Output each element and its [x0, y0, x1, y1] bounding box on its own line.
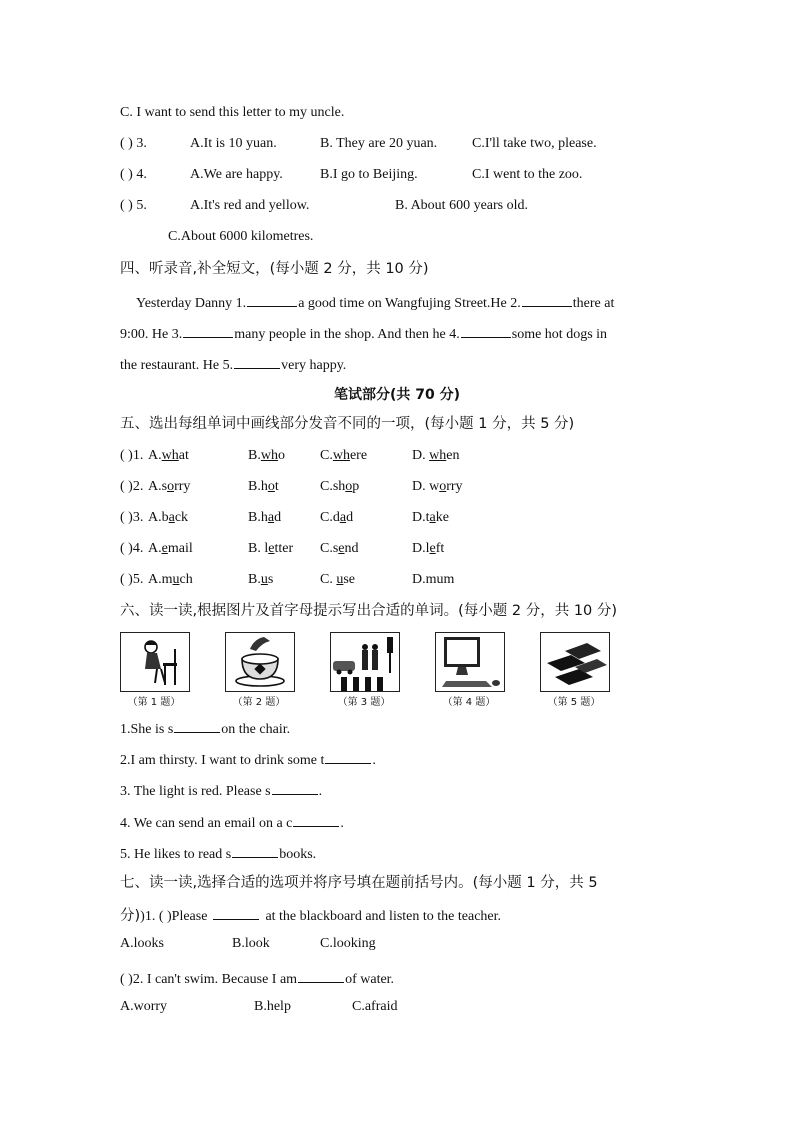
word-part: B. [248, 448, 261, 463]
passage-text: a good time on Wangfujing Street.He 2. [298, 296, 521, 311]
answer-blank[interactable] [298, 968, 344, 983]
option-a [148, 479, 190, 495]
underlined-letters: o [345, 479, 353, 494]
option-b [248, 541, 293, 557]
item-text: books. [279, 847, 317, 862]
s7-q2 [120, 968, 394, 989]
option-a: A.looks [120, 936, 164, 951]
option-a: A.It's red and yellow. [190, 198, 310, 213]
underlined-letters: e [161, 541, 168, 556]
passage-text: there at [572, 296, 615, 311]
question-number: ( )3. [120, 510, 144, 525]
underlined-letters: u [336, 572, 344, 587]
word-part: B. l [248, 541, 269, 556]
option-b [248, 479, 279, 495]
s6-item-1 [120, 718, 290, 739]
caption-2: （第 2 题） [232, 697, 286, 708]
option-b [248, 572, 273, 588]
item-text: 1.She is s [120, 722, 174, 737]
computer-icon [435, 632, 505, 692]
item-text: . [372, 753, 376, 768]
word-part: A.b [148, 510, 169, 525]
word-part: D.t [412, 510, 430, 525]
option-b: B.look [232, 936, 270, 951]
word-part: A. [148, 541, 162, 556]
blank-3[interactable] [183, 323, 233, 338]
underlined-letters: wh [332, 448, 350, 463]
underlined-letters: o [267, 479, 275, 494]
question-number: ( )4. [120, 541, 144, 556]
option-a [148, 541, 193, 557]
option-c: C.afraid [352, 999, 398, 1014]
word-part: o [277, 448, 285, 463]
passage-text: 9:00. He 3. [120, 327, 183, 342]
question-text: )1. ( )Please [140, 909, 208, 924]
passage-text: many people in the shop. And then he 4. [234, 327, 460, 342]
word-part: B.h [248, 510, 268, 525]
question-text: at the blackboard and listen to the teacher. [265, 909, 502, 924]
word-part: nd [344, 541, 359, 556]
blank-5[interactable] [234, 354, 280, 369]
s6-item-2 [120, 749, 376, 770]
section7-title-cont: 分) [120, 908, 141, 924]
passage-line-1 [136, 292, 614, 313]
question-number: ( )5. [120, 572, 144, 587]
item-text: . [340, 816, 344, 831]
caption-3: （第 3 题） [337, 697, 391, 708]
word-part: B.h [248, 479, 268, 494]
option-c: C.I went to the zoo. [472, 167, 583, 182]
option-a: A.worry [120, 999, 168, 1014]
option-d [412, 510, 449, 526]
word-part: mail [167, 541, 193, 556]
option-d [412, 448, 459, 464]
option-d [412, 479, 463, 495]
s6-item-5 [120, 843, 316, 864]
word-part: C.s [320, 541, 339, 556]
word-part: se [343, 572, 356, 587]
blank-2[interactable] [522, 292, 572, 307]
word-part: ere [349, 448, 368, 463]
question-text: of water. [345, 972, 395, 987]
tea-cup-icon [225, 632, 295, 692]
blank-1[interactable] [247, 292, 297, 307]
answer-blank[interactable] [325, 749, 371, 764]
underlined-letters: e [268, 541, 275, 556]
option-a: A.We are happy. [190, 167, 283, 182]
q4-number: ( ) 4. [120, 167, 147, 182]
caption-4: （第 4 题） [442, 697, 496, 708]
item-text: . [318, 784, 323, 799]
word-part: ch [179, 572, 193, 587]
underlined-letters: a [339, 510, 347, 525]
answer-blank[interactable] [213, 905, 259, 920]
word-part: ke [435, 510, 449, 525]
option-a [148, 572, 193, 588]
word-part: t [274, 479, 279, 494]
option-a [148, 510, 188, 526]
passage-text: some hot dogs in [511, 327, 608, 342]
underlined-letters: e [429, 541, 436, 556]
passage-text: very happy. [281, 358, 347, 373]
girl-sitting-icon [120, 632, 190, 692]
word-part: tter [274, 541, 294, 556]
section6-title: 六、读一读,根据图片及首字母提示写出合适的单词。(每小题 2 分，共 10 分) [120, 603, 618, 619]
underlined-letters: o [167, 479, 175, 494]
item-text: 4. We can send an email on a c [120, 816, 293, 831]
option-a [148, 448, 189, 464]
s6-item-3 [120, 780, 322, 801]
option-c: C.About 6000 kilometres. [168, 229, 314, 244]
word-part: s [267, 572, 274, 587]
option-d [412, 572, 454, 588]
underlined-letters: e [338, 541, 345, 556]
word-part: d [274, 510, 282, 525]
blank-4[interactable] [461, 323, 511, 338]
answer-blank[interactable] [174, 718, 220, 733]
word-part: ck [174, 510, 189, 525]
word-part: rry [174, 479, 191, 494]
question-number: ( )2. [120, 479, 144, 494]
q2-option-c: C. I want to send this letter to my uncle. [120, 105, 345, 120]
underlined-letters: o [439, 479, 447, 494]
word-part: D. [412, 448, 430, 463]
option-b: B. They are 20 yuan. [320, 136, 438, 151]
option-d [412, 541, 444, 557]
option-b [248, 448, 285, 464]
word-part: d [346, 510, 354, 525]
written-part-title: 笔试部分(共 70 分) [333, 387, 461, 403]
word-part: rry [446, 479, 463, 494]
option-b [248, 510, 281, 526]
word-part: ft [435, 541, 445, 556]
word-part: C. [320, 448, 333, 463]
word-part: C.d [320, 510, 340, 525]
item-text: 2.I am thirsty. I want to drink some t [120, 753, 325, 768]
answer-blank[interactable] [272, 780, 318, 795]
word-part: p [352, 479, 360, 494]
underlined-letters: a [168, 510, 175, 525]
section5-title: 五、选出每组单词中画线部分发音不同的一项，(每小题 1 分，共 5 分) [120, 416, 575, 432]
underlined-letters: wh [161, 448, 179, 463]
underlined-letters: wh [429, 448, 447, 463]
underlined-letters: wh [260, 448, 278, 463]
option-b: B.help [254, 999, 291, 1014]
option-c: C.looking [320, 936, 376, 951]
option-c [320, 479, 359, 495]
word-part: C.sh [320, 479, 346, 494]
answer-blank[interactable] [293, 812, 339, 827]
passage-text: the restaurant. He 5. [120, 358, 234, 373]
question-number: ( )1. [120, 448, 144, 463]
caption-5: （第 5 题） [547, 697, 601, 708]
caption-1: （第 1 题） [127, 697, 181, 708]
books-icon [540, 632, 610, 692]
word-part: A.m [148, 572, 173, 587]
item-text: 5. He likes to read s [120, 847, 232, 862]
option-c: C.I'll take two, please. [472, 136, 597, 151]
passage-line-3 [120, 354, 346, 375]
item-text: 3. The light is red. Please s [120, 784, 271, 799]
question-text: ( )2. I can't swim. Because I am [120, 972, 298, 987]
word-part: B. [248, 572, 261, 587]
section7-title: 七、读一读,选择合适的选项并将序号填在题前括号内。(每小题 1 分，共 5 [120, 875, 598, 891]
section4-title: 四、听录音,补全短文，(每小题 2 分，共 10 分) [120, 261, 429, 277]
option-c [320, 510, 353, 526]
word-part: A.s [148, 479, 168, 494]
underlined-letters: a [267, 510, 275, 525]
word-part: D. w [412, 479, 440, 494]
word-part: D.mum [412, 572, 455, 587]
word-part: D.l [412, 541, 430, 556]
q5-number: ( ) 5. [120, 198, 147, 213]
option-b: B. About 600 years old. [395, 198, 528, 213]
word-part: A. [148, 448, 162, 463]
option-a: A.It is 10 yuan. [190, 136, 277, 151]
word-part: C. [320, 572, 337, 587]
passage-line-2 [120, 323, 607, 344]
option-b: B.I go to Beijing. [320, 167, 418, 182]
option-c [320, 541, 359, 557]
item-text: on the chair. [221, 722, 291, 737]
word-part: en [446, 448, 460, 463]
q3-number: ( ) 3. [120, 136, 147, 151]
option-c [320, 448, 367, 464]
underlined-letters: u [260, 572, 268, 587]
s7-q1 [120, 905, 501, 926]
crosswalk-icon [330, 632, 400, 692]
answer-blank[interactable] [232, 843, 278, 858]
word-part: at [178, 448, 189, 463]
option-c [320, 572, 355, 588]
s6-item-4 [120, 812, 344, 833]
underlined-letters: a [429, 510, 436, 525]
underlined-letters: u [172, 572, 180, 587]
passage-text: Yesterday Danny 1. [136, 296, 247, 311]
